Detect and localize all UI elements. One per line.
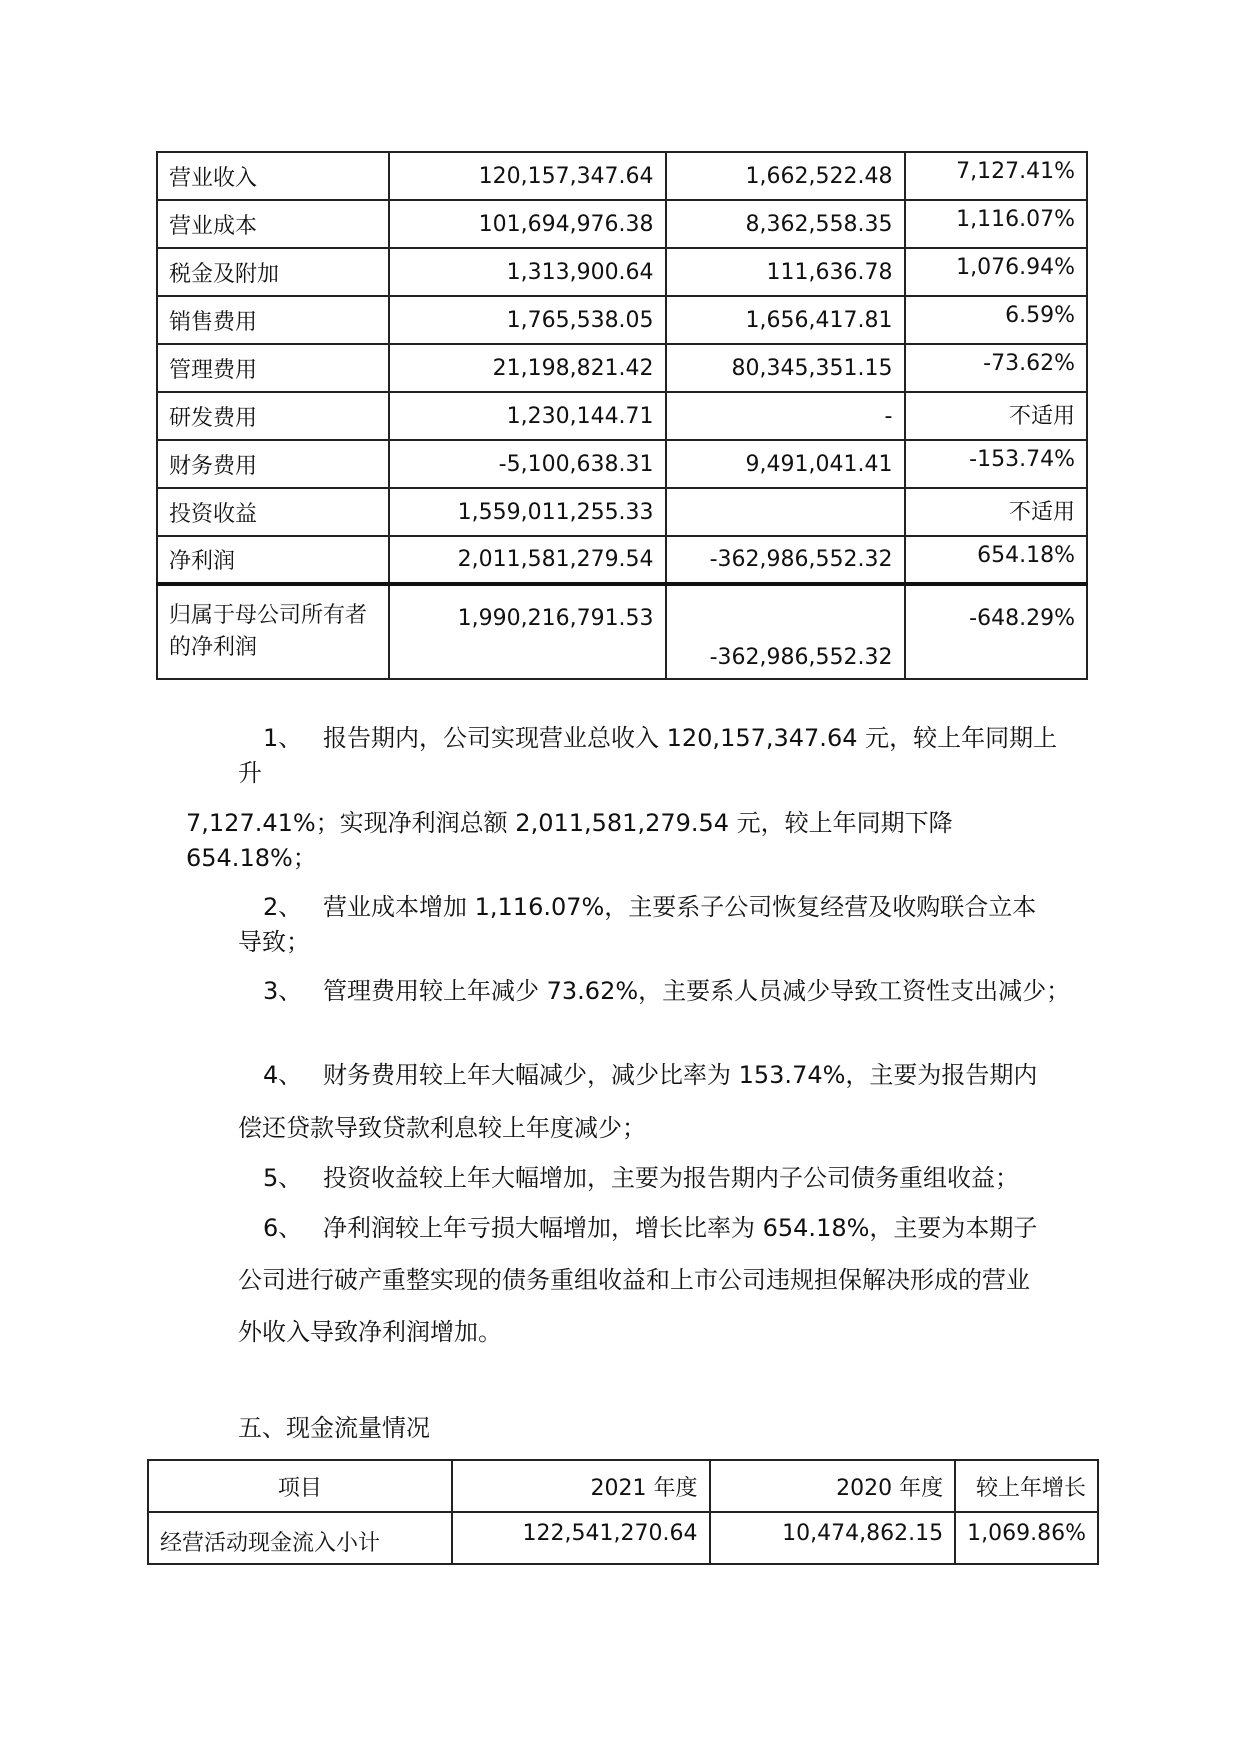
- note-text: 营业成本增加 1,116.07%，主要系子公司恢复经营及收购联合立本: [323, 893, 1037, 921]
- value-2020: -362,986,552.32: [666, 584, 905, 679]
- row-label: 经营活动现金流入小计: [148, 1512, 452, 1564]
- note-6-line3: 外收入导致净利润增加。: [238, 1318, 502, 1346]
- note-number: 6、: [263, 1214, 303, 1242]
- table-row: [157, 440, 1087, 488]
- header-2021: 2021 年度: [452, 1460, 710, 1512]
- note-1-line4: 654.18%；: [186, 844, 317, 872]
- note-text: 财务费用较上年大幅减少，减少比率为 153.74%，主要为报告期内: [323, 1061, 1038, 1089]
- row-label: [157, 584, 389, 679]
- row-label: 管理费用: [157, 344, 389, 392]
- note-6-line1: [263, 1210, 1037, 1246]
- note-number: 5、: [263, 1164, 303, 1192]
- note-text: 净利润较上年亏损大幅增加，增长比率为 654.18%，主要为本期子: [323, 1214, 1038, 1242]
- note-6-line2: 公司进行破产重整实现的债务重组收益和上市公司违规担保解决形成的营业: [238, 1266, 1030, 1294]
- change-rate: 6.59%: [905, 296, 1088, 344]
- value-2020: 8,362,558.35: [666, 200, 905, 248]
- table-row: [157, 200, 1087, 248]
- value-2020: 111,636.78: [666, 248, 905, 296]
- row-label-line1: 归属于母公司所有者: [169, 603, 368, 628]
- table-row: [157, 152, 1087, 200]
- change-rate: 1,069.86%: [955, 1512, 1098, 1564]
- change-rate: 不适用: [905, 488, 1088, 536]
- note-2-line1: [263, 889, 1036, 925]
- value-2021: 101,694,976.38: [389, 200, 665, 248]
- row-label: 税金及附加: [157, 248, 389, 296]
- cash-flow-table: [147, 1459, 1099, 1565]
- row-label: 营业收入: [157, 152, 389, 200]
- note-text: 管理费用较上年减少 73.62%，主要系人员减少导致工资性支出减少；: [323, 977, 1071, 1005]
- row-label: 净利润: [157, 536, 389, 584]
- table-row: [157, 536, 1087, 584]
- value-2021: 1,765,538.05: [389, 296, 665, 344]
- change-rate: 654.18%: [905, 536, 1088, 584]
- value-2021: 2,011,581,279.54: [389, 536, 665, 584]
- note-1-line3: 7,127.41%；实现净利润总额 2,011,581,279.54 元，较上年同期下降: [186, 809, 953, 837]
- note-text: 投资收益较上年大幅增加，主要为报告期内子公司债务重组收益；: [323, 1164, 1019, 1192]
- row-label: 财务费用: [157, 440, 389, 488]
- table-row: [157, 248, 1087, 296]
- value-2021: 21,198,821.42: [389, 344, 665, 392]
- value-2020: [666, 488, 905, 536]
- income-statement-table: [156, 151, 1088, 680]
- note-4-line1: [263, 1057, 1037, 1093]
- table-row: [157, 584, 1087, 679]
- value-2021: 122,541,270.64: [452, 1512, 710, 1564]
- header-change: 较上年增长: [955, 1460, 1098, 1512]
- change-rate: -648.29%: [905, 584, 1088, 679]
- row-label: 研发费用: [157, 392, 389, 440]
- header-item: 项目: [148, 1460, 452, 1512]
- header-2020: 2020 年度: [710, 1460, 956, 1512]
- value-2021: 1,990,216,791.53: [389, 584, 665, 679]
- row-label: 营业成本: [157, 200, 389, 248]
- note-5-line1: [263, 1160, 1019, 1196]
- note-2-line2: 导致；: [238, 928, 310, 956]
- value-2020: -: [666, 392, 905, 440]
- row-label: 投资收益: [157, 488, 389, 536]
- table-row: [148, 1512, 1098, 1564]
- row-label: 销售费用: [157, 296, 389, 344]
- note-1-line1: [263, 720, 1057, 756]
- value-2020: 9,491,041.41: [666, 440, 905, 488]
- note-3-line1: [263, 973, 1070, 1009]
- value-2021: 1,230,144.71: [389, 392, 665, 440]
- note-4-line2: 偿还贷款导致贷款利息较上年度减少；: [238, 1114, 646, 1142]
- section-heading: 五、现金流量情况: [238, 1414, 430, 1442]
- note-text: 报告期内，公司实现营业总收入 120,157,347.64 元，较上年同期上: [323, 724, 1058, 752]
- value-2020: 80,345,351.15: [666, 344, 905, 392]
- table-row: [157, 344, 1087, 392]
- note-number: 2、: [263, 893, 303, 921]
- table-header-row: [148, 1460, 1098, 1512]
- value-2020: -362,986,552.32: [666, 536, 905, 584]
- value-2020: 1,662,522.48: [666, 152, 905, 200]
- note-1-line2: 升: [238, 759, 262, 787]
- change-rate: -153.74%: [905, 440, 1088, 488]
- note-number: 3、: [263, 977, 303, 1005]
- note-number: 4、: [263, 1061, 303, 1089]
- change-rate: 1,116.07%: [905, 200, 1088, 248]
- row-label-line2: 的净利润: [169, 635, 258, 660]
- change-rate: -73.62%: [905, 344, 1088, 392]
- table-row: [157, 488, 1087, 536]
- change-rate: 7,127.41%: [905, 152, 1088, 200]
- table-row: [157, 392, 1087, 440]
- value-2021: 1,559,011,255.33: [389, 488, 665, 536]
- table-row: [157, 296, 1087, 344]
- value-2020: 10,474,862.15: [710, 1512, 956, 1564]
- value-2021: 1,313,900.64: [389, 248, 665, 296]
- value-2021: 120,157,347.64: [389, 152, 665, 200]
- change-rate: 1,076.94%: [905, 248, 1088, 296]
- note-number: 1、: [263, 724, 303, 752]
- value-2020: 1,656,417.81: [666, 296, 905, 344]
- value-2021: -5,100,638.31: [389, 440, 665, 488]
- change-rate: 不适用: [905, 392, 1088, 440]
